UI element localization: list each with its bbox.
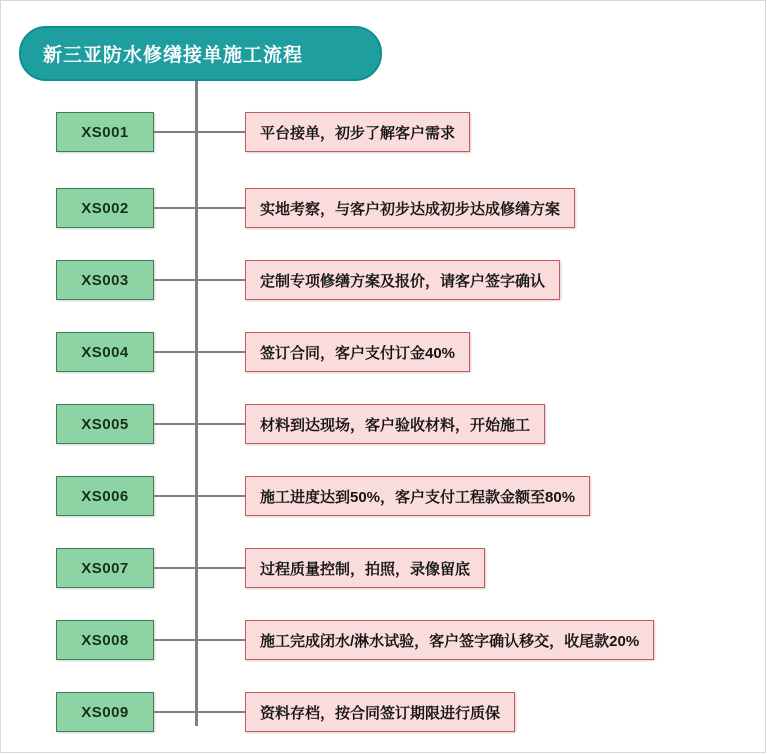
step-code-label: XS001: [81, 123, 129, 141]
step-description-box[interactable]: [245, 260, 560, 300]
connector-right: [197, 639, 245, 641]
step-description-label: 定制专项修缮方案及报价，请客户签字确认: [260, 272, 546, 290]
step-code-label: XS002: [81, 199, 129, 217]
step-description-label: 过程质量控制，拍照，录像留底: [260, 560, 471, 578]
step-description-label: 签订合同，客户支付订金40%: [260, 344, 456, 362]
diagram-title: 新三亚防水修缮接单施工流程: [43, 45, 304, 66]
step-description-box[interactable]: [245, 404, 545, 444]
step-description-box[interactable]: [245, 692, 515, 732]
step-code-label: XS006: [81, 487, 129, 505]
connector-left: [154, 351, 196, 353]
step-description-box[interactable]: [245, 620, 654, 660]
step-description-box[interactable]: [245, 332, 470, 372]
step-description-box[interactable]: [245, 548, 485, 588]
connector-left: [154, 567, 196, 569]
connector-left: [154, 279, 196, 281]
step-code-label: XS005: [81, 415, 129, 433]
connector-left: [154, 495, 196, 497]
connector-right: [197, 711, 245, 713]
step-description-box[interactable]: [245, 112, 470, 152]
step-code-label: XS003: [81, 271, 129, 289]
connector-left: [154, 207, 196, 209]
step-description-box[interactable]: [245, 476, 590, 516]
connector-right: [197, 279, 245, 281]
step-code-box[interactable]: [56, 692, 154, 732]
step-description-label: 施工进度达到50%，客户支付工程款金额至80%: [260, 488, 576, 506]
step-code-box[interactable]: [56, 332, 154, 372]
step-code-box[interactable]: [56, 620, 154, 660]
connector-right: [197, 495, 245, 497]
connector-right: [197, 131, 245, 133]
step-code-label: XS007: [81, 559, 129, 577]
connector-left: [154, 131, 196, 133]
step-code-label: XS004: [81, 343, 129, 361]
step-code-box[interactable]: [56, 260, 154, 300]
connector-right: [197, 351, 245, 353]
step-code-box[interactable]: [56, 188, 154, 228]
connector-right: [197, 423, 245, 425]
step-code-label: XS008: [81, 631, 129, 649]
connector-right: [197, 567, 245, 569]
connector-left: [154, 639, 196, 641]
step-code-label: XS009: [81, 703, 129, 721]
step-description-label: 施工完成闭水/淋水试验，客户签字确认移交，收尾款20%: [260, 632, 640, 650]
connector-left: [154, 423, 196, 425]
step-description-label: 实地考察，与客户初步达成初步达成修缮方案: [260, 200, 561, 218]
step-description-box[interactable]: [245, 188, 575, 228]
step-code-box[interactable]: [56, 112, 154, 152]
step-description-label: 平台接单，初步了解客户需求: [260, 124, 456, 142]
diagram-title-box: [19, 26, 382, 81]
connector-left: [154, 711, 196, 713]
step-code-box[interactable]: [56, 476, 154, 516]
step-description-label: 材料到达现场，客户验收材料，开始施工: [260, 416, 531, 434]
step-description-label: 资料存档，按合同签订期限进行质保: [260, 704, 501, 722]
connector-right: [197, 207, 245, 209]
step-code-box[interactable]: [56, 548, 154, 588]
step-code-box[interactable]: [56, 404, 154, 444]
vertical-spine-line: [195, 36, 198, 726]
